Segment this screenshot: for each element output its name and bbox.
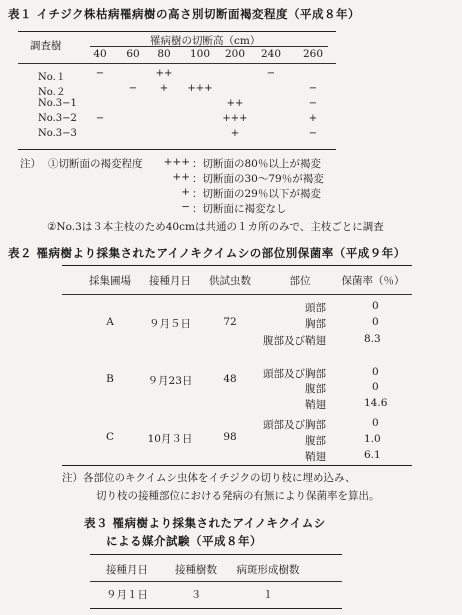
table2-part: 頭部及び胸部: [263, 419, 326, 431]
legend-text: ：切断面の29％以下が褐変: [192, 188, 321, 200]
table1-title: 表１ イチジク株枯病罹病樹の高さ別切断面褐変程度（平成８年）: [8, 7, 361, 21]
height-label: 40: [93, 48, 107, 60]
height-label: 240: [260, 48, 282, 60]
table3-top-rule: [90, 554, 342, 555]
table2-part: 腹部: [305, 435, 326, 447]
legend-symbol: ++: [172, 171, 190, 183]
table1-cell: −: [95, 68, 105, 79]
table2-field: C: [105, 431, 115, 443]
table1-row-label: No.3−3: [38, 128, 77, 139]
legend-text: ：切断面の30〜79％が褐変: [192, 173, 324, 185]
height-label: 200: [224, 48, 246, 60]
table1-cell: +++: [187, 83, 213, 94]
table2-rate: 6.1: [364, 449, 381, 461]
table3-title-text: 表３ 罹病樹より採集されたアイノキクイムシ: [84, 516, 326, 530]
table2-part: 頭部及び胸部: [263, 368, 326, 380]
table2-part: 腹部及び鞘翅: [263, 335, 326, 347]
table1-cell: −: [308, 98, 318, 109]
height-label: 80: [157, 48, 171, 60]
table2-rate: 0: [372, 366, 379, 378]
table1-cell: −: [95, 113, 105, 124]
table2-top-rule: [62, 265, 412, 266]
legend-symbol: +: [181, 186, 190, 198]
table2-count: 48: [223, 373, 237, 385]
table2-rate: 0: [372, 381, 379, 393]
table3-header-rule: [90, 581, 342, 582]
table1-row-label: No.3−2: [38, 113, 77, 124]
height-label: 60: [126, 48, 140, 60]
table2-rate: 0: [372, 417, 379, 429]
table1-cell: −: [308, 83, 318, 94]
table2-part: 腹部: [305, 383, 326, 395]
table2-rate: 8.3: [364, 333, 381, 345]
table3-cell: ３: [190, 589, 202, 601]
table1-cell: −: [128, 83, 138, 94]
table1-header-rule: [18, 63, 336, 64]
table3-bottom-rule: [90, 608, 342, 609]
table3-column-header: 接種樹数: [175, 564, 217, 576]
table2-date: ９月５日: [149, 318, 191, 330]
table2-header-rule: [62, 294, 412, 295]
table2-part: 胸部: [305, 318, 326, 330]
table2-rate: 1.0: [364, 433, 381, 445]
legend-text: ：切断面に褐変なし: [192, 203, 287, 215]
table3-cell: ９月１日: [106, 589, 148, 601]
table1-header-underline: [90, 46, 328, 47]
table3-title-line2: による媒介試験（平成８年）: [106, 534, 262, 548]
table1-bottom-rule: [18, 149, 336, 150]
table1-note-prefix: 注）: [20, 158, 41, 170]
table2-column-header: 接種月日: [149, 275, 191, 287]
table1-cell: ++: [226, 98, 244, 109]
table2-title: 表２ 罹病樹より採集されたアイノキクイムシの部位別保菌率（平成９年）: [8, 246, 406, 260]
table2-column-header: 供試虫数: [209, 275, 251, 287]
table2-rate: 0: [372, 300, 379, 312]
table1-cell: +++: [222, 113, 248, 124]
table1-note1: ①切断面の褐変程度: [48, 158, 143, 170]
table1-row-label: No.１: [38, 72, 66, 83]
table2-field: A: [106, 316, 114, 328]
table1-cell: +: [308, 113, 318, 124]
table2-bottom-rule: [62, 465, 412, 466]
table2-column-header: 保菌率（％）: [341, 275, 405, 287]
height-label: 260: [302, 48, 324, 60]
table1-cell: ++: [155, 68, 173, 79]
table1-cell: −: [308, 128, 318, 139]
table1-row-header: 調査樹: [30, 40, 62, 52]
height-label: 100: [189, 48, 211, 60]
table2-count: 72: [223, 316, 237, 328]
table3-title-line1: [84, 515, 326, 531]
table2-date: ９月23日: [147, 375, 193, 387]
legend-symbol: +++: [163, 156, 190, 168]
legend-symbol: −: [181, 201, 190, 213]
table1-top-rule: [18, 31, 336, 32]
table1-cell: +: [159, 83, 169, 94]
legend-text: ：切断面の80％以上が褐変: [192, 158, 321, 170]
table1-row-label: No.２: [38, 87, 66, 98]
table1-cell: −: [266, 68, 276, 79]
table2-note-line1: 注）各部位のキクイムシ虫体をイチジクの切り枝に埋め込み、: [62, 472, 356, 484]
table2-column-header: 部位: [289, 275, 311, 287]
table2-column-header: 採集圃場: [89, 275, 131, 287]
table3-cell: １: [262, 589, 274, 601]
table3-column-header: 接種月日: [106, 564, 148, 576]
table2-count: 98: [223, 431, 237, 443]
table2-rate: 0: [372, 316, 379, 328]
table2-field: B: [106, 373, 114, 385]
table1-column-header: 罹病樹の切断高（cm）: [150, 35, 261, 47]
table1-note2: ②No.3は３本主枝のため40cmは共通の１カ所のみで、主枝ごとに調査: [47, 221, 384, 233]
table1-row-label: No.3−1: [38, 98, 77, 109]
table2-date: 10月３日: [147, 433, 193, 445]
table2-note-line2: 切り枝の接種部位における発病の有無により保菌率を算出。: [96, 490, 380, 502]
table1-cell: +: [230, 128, 240, 139]
table2-part: 鞘翅: [305, 451, 326, 463]
table2-part: 頭部: [305, 302, 326, 314]
table2-part: 鞘翅: [305, 399, 326, 411]
table2-rate: 14.6: [364, 397, 388, 409]
table3-column-header: 病斑形成樹数: [236, 564, 300, 576]
